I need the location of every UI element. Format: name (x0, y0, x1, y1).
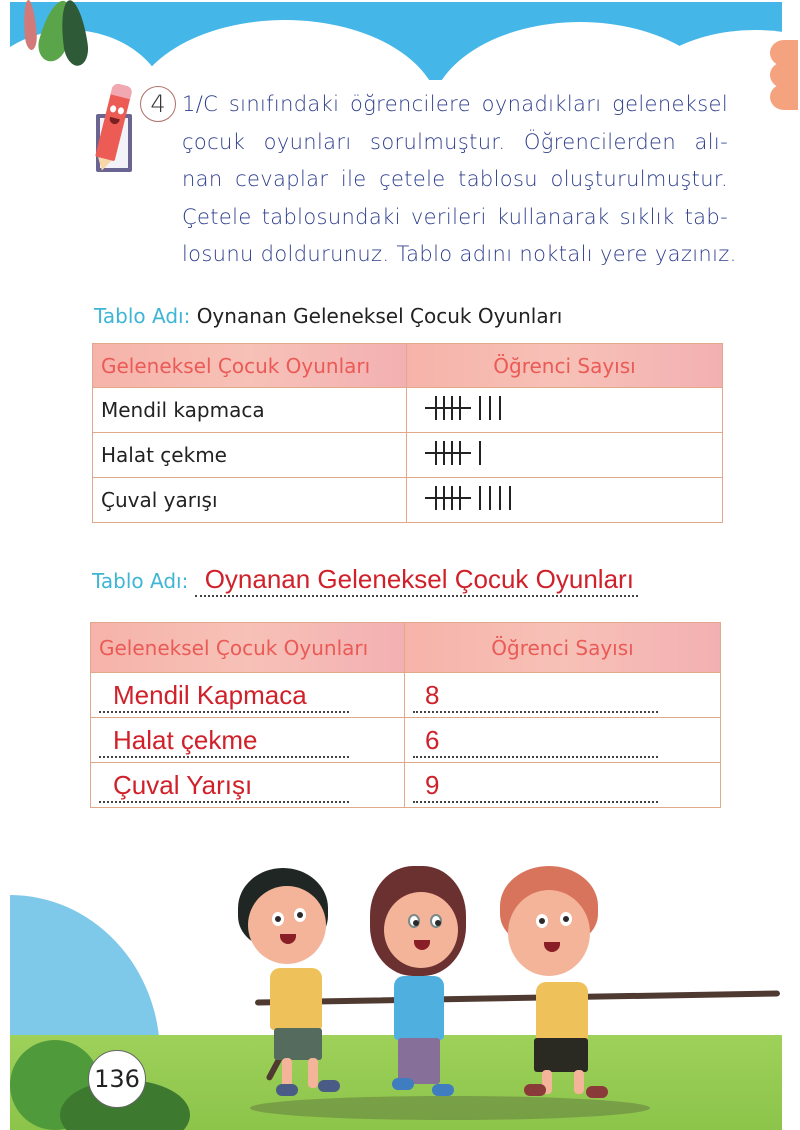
header-games: Geleneksel Çocuk Oyunları (93, 344, 407, 388)
question-line: Çetele tablosundaki verileri kullanarak sıklık tab- (182, 204, 728, 229)
tally-marks (435, 441, 489, 465)
frequency-table (90, 622, 721, 808)
header-student-count: Öğrenci Sayısı (407, 344, 723, 388)
table-row (93, 388, 723, 433)
question-line: çocuk oyunları sorulmuştur. Öğrencilerden alı- (182, 129, 728, 154)
table-header-row (93, 344, 723, 388)
game-name-answer: Mendil Kapmaca (113, 680, 307, 710)
question-line: 1/C sınıfındaki öğrencilere oynadıkları geleneksel (182, 92, 728, 116)
count-field[interactable] (405, 718, 721, 763)
tally-table (92, 343, 723, 523)
table-name-label: Tablo Adı: (94, 304, 191, 328)
tally-marks (435, 396, 509, 420)
table-row (91, 718, 721, 763)
game-name: Mendil kapmaca (93, 388, 407, 433)
game-name-answer: Çuval Yarışı (113, 770, 253, 800)
tally-marks (435, 486, 519, 510)
game-name: Halat çekme (93, 433, 407, 478)
tally-cell (407, 388, 723, 433)
table-row (93, 478, 723, 523)
table-name-value: Oynanan Geleneksel Çocuk Oyunları (196, 304, 563, 328)
child-illustration-right (500, 866, 620, 1106)
frequency-table-title (92, 564, 638, 597)
question-line: nan cevaplar ile çetele tablosu oluşturulmuştur. (182, 167, 728, 191)
sun-icon (770, 40, 800, 120)
question-number: 4 (140, 86, 176, 122)
blue-hill-decoration (10, 895, 160, 1055)
game-name-field[interactable] (91, 718, 405, 763)
tally-cell (407, 433, 723, 478)
game-name-field[interactable] (91, 673, 405, 718)
table-name-label: Tablo Adı: (92, 569, 189, 593)
child-illustration-left (238, 868, 348, 1098)
game-name-field[interactable] (91, 763, 405, 808)
header-student-count: Öğrenci Sayısı (405, 623, 721, 673)
count-answer: 8 (425, 680, 440, 710)
table-header-row (91, 623, 721, 673)
question-text (182, 86, 737, 274)
header-games: Geleneksel Çocuk Oyunları (91, 623, 405, 673)
question-line: losunu doldurunuz. Tablo adını noktalı yere yazınız. (182, 242, 737, 266)
game-name: Çuval yarışı (93, 478, 407, 523)
table-row (91, 673, 721, 718)
table-row (91, 763, 721, 808)
count-field[interactable] (405, 673, 721, 718)
game-name-answer: Halat çekme (113, 725, 258, 755)
count-answer: 6 (425, 725, 440, 755)
table-name-answer-field[interactable]: Oynanan Geleneksel Çocuk Oyunları (195, 564, 638, 597)
tally-cell (407, 478, 723, 523)
page-number: 136 (88, 1050, 146, 1108)
tally-table-title (94, 304, 562, 328)
count-answer: 9 (425, 770, 440, 800)
table-row (93, 433, 723, 478)
child-illustration-middle (370, 866, 480, 1106)
pencil-notepad-icon (94, 84, 144, 176)
header-decoration (10, 0, 782, 80)
count-field[interactable] (405, 763, 721, 808)
